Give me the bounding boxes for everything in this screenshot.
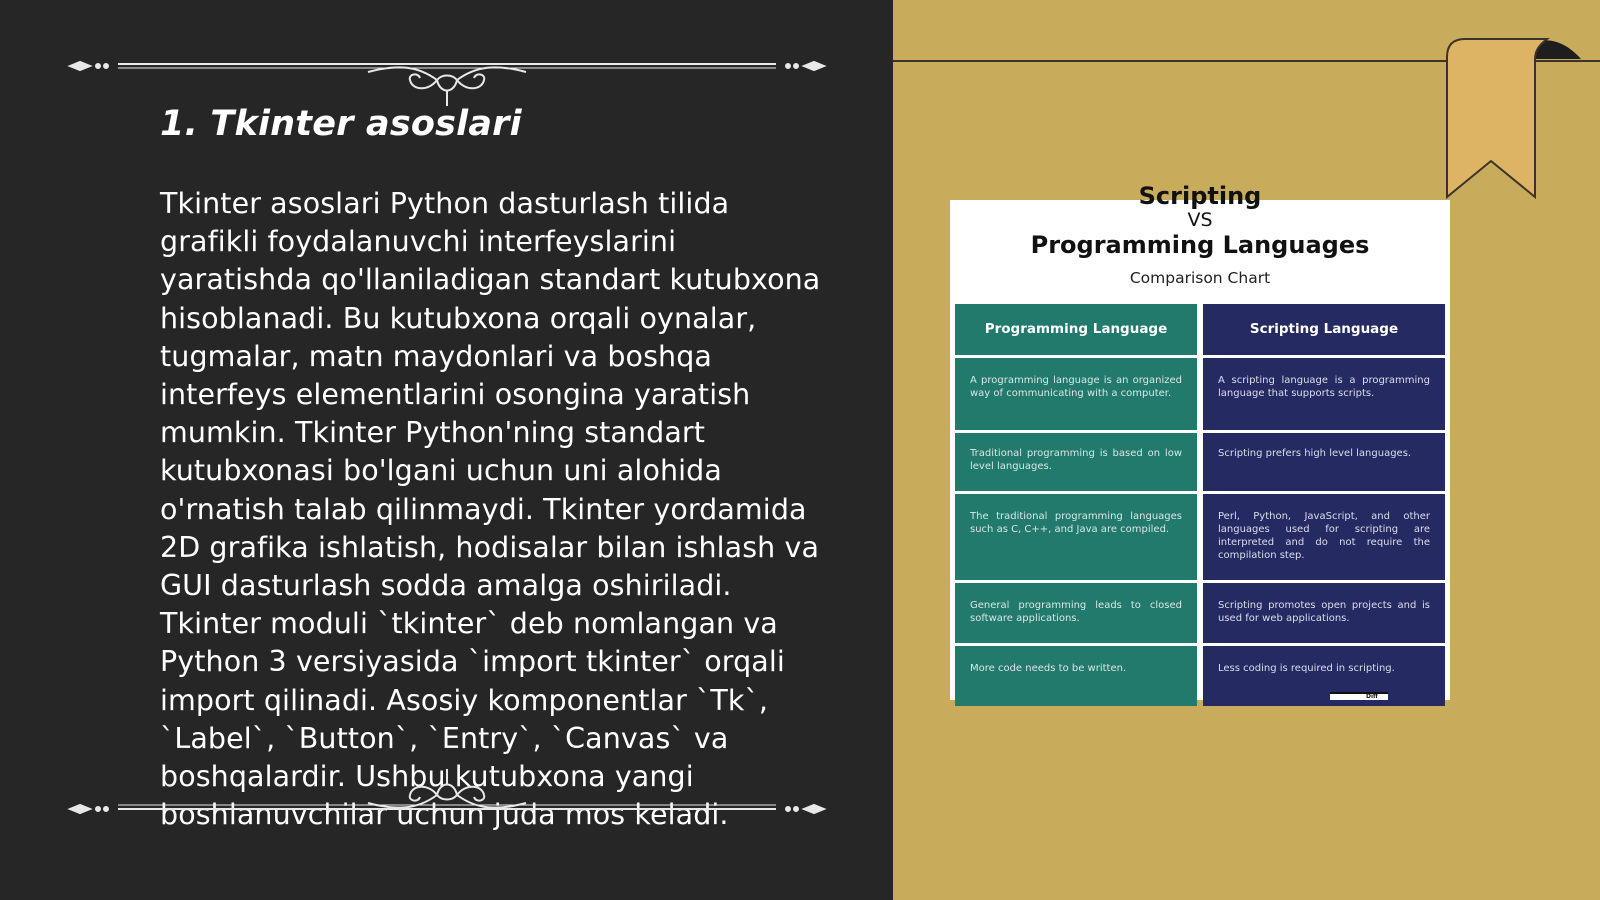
image-vs-label: VS <box>1187 209 1213 231</box>
bookmark-ribbon-icon <box>1435 37 1585 197</box>
bottom-scroll-divider-icon <box>68 765 826 825</box>
table-cell: Less coding is required in scripting. <box>1203 646 1445 706</box>
image-subtitle: Comparison Chart <box>1129 269 1271 287</box>
table-cell: The traditional programming languages such as C, C++, and Java are compiled. <box>955 494 1197 580</box>
programming-column-header: Programming Language <box>955 304 1197 355</box>
comparison-table <box>955 304 1445 706</box>
image-top-heading: Scripting <box>1138 182 1262 210</box>
table-cell: Perl, Python, JavaScript, and other languages used for scripting are interpreted and do not require the compilation step. <box>1203 494 1445 580</box>
table-cell: General programming leads to closed software applications. <box>955 583 1197 643</box>
comparison-chart-image <box>950 182 1450 700</box>
image-title: Programming Languages <box>1030 231 1370 259</box>
table-cell: A programming language is an organized way of communicating with a computer. <box>955 358 1197 430</box>
top-scroll-divider-icon <box>68 50 826 110</box>
table-cell: Traditional programming is based on low level languages. <box>955 433 1197 491</box>
table-cell: Scripting prefers high level languages. <box>1203 433 1445 491</box>
table-cell: Scripting promotes open projects and is used for web applications. <box>1203 583 1445 643</box>
slide-body-text: Tkinter asoslari Python dasturlash tilida grafikli foydalanuvchi interfeyslarini yaratishda qo'llaniladigan standart kutubxona hisoblanadi. Bu kutubxona orqali oynalar, tugmalar, matn maydonlari va boshqa interfeys elementlarini osongina yaratish mumkin. Tkinter Python'ning standart kutubxonasi bo'lgani uchun uni alohida o'rnatish talab qilinmaydi. Tkinter yordamida 2D grafika ishlatish, hodisalar bilan ishlash va GUI dasturlash sodda amalga oshiriladi. Tkinter moduli `tkinter` deb nomlangan va Python 3 versiyasida `import tkinter` orqali import qilinadi. Asosiy komponentlar `Tk`, `Label`, `Button`, `Entry`, `Canvas` va boshqalardir. Ushbu kutubxona yangi boshlanuvchilar uchun juda mos keladi. <box>160 187 821 832</box>
scripting-column-header: Scripting Language <box>1203 304 1445 355</box>
diff-logo: Diff <box>1330 692 1388 700</box>
table-cell: A scripting language is a programming language that supports scripts. <box>1203 358 1445 430</box>
table-cell: More code needs to be written. <box>955 646 1197 706</box>
slide-title: 1. Tkinter asoslari <box>160 104 522 144</box>
